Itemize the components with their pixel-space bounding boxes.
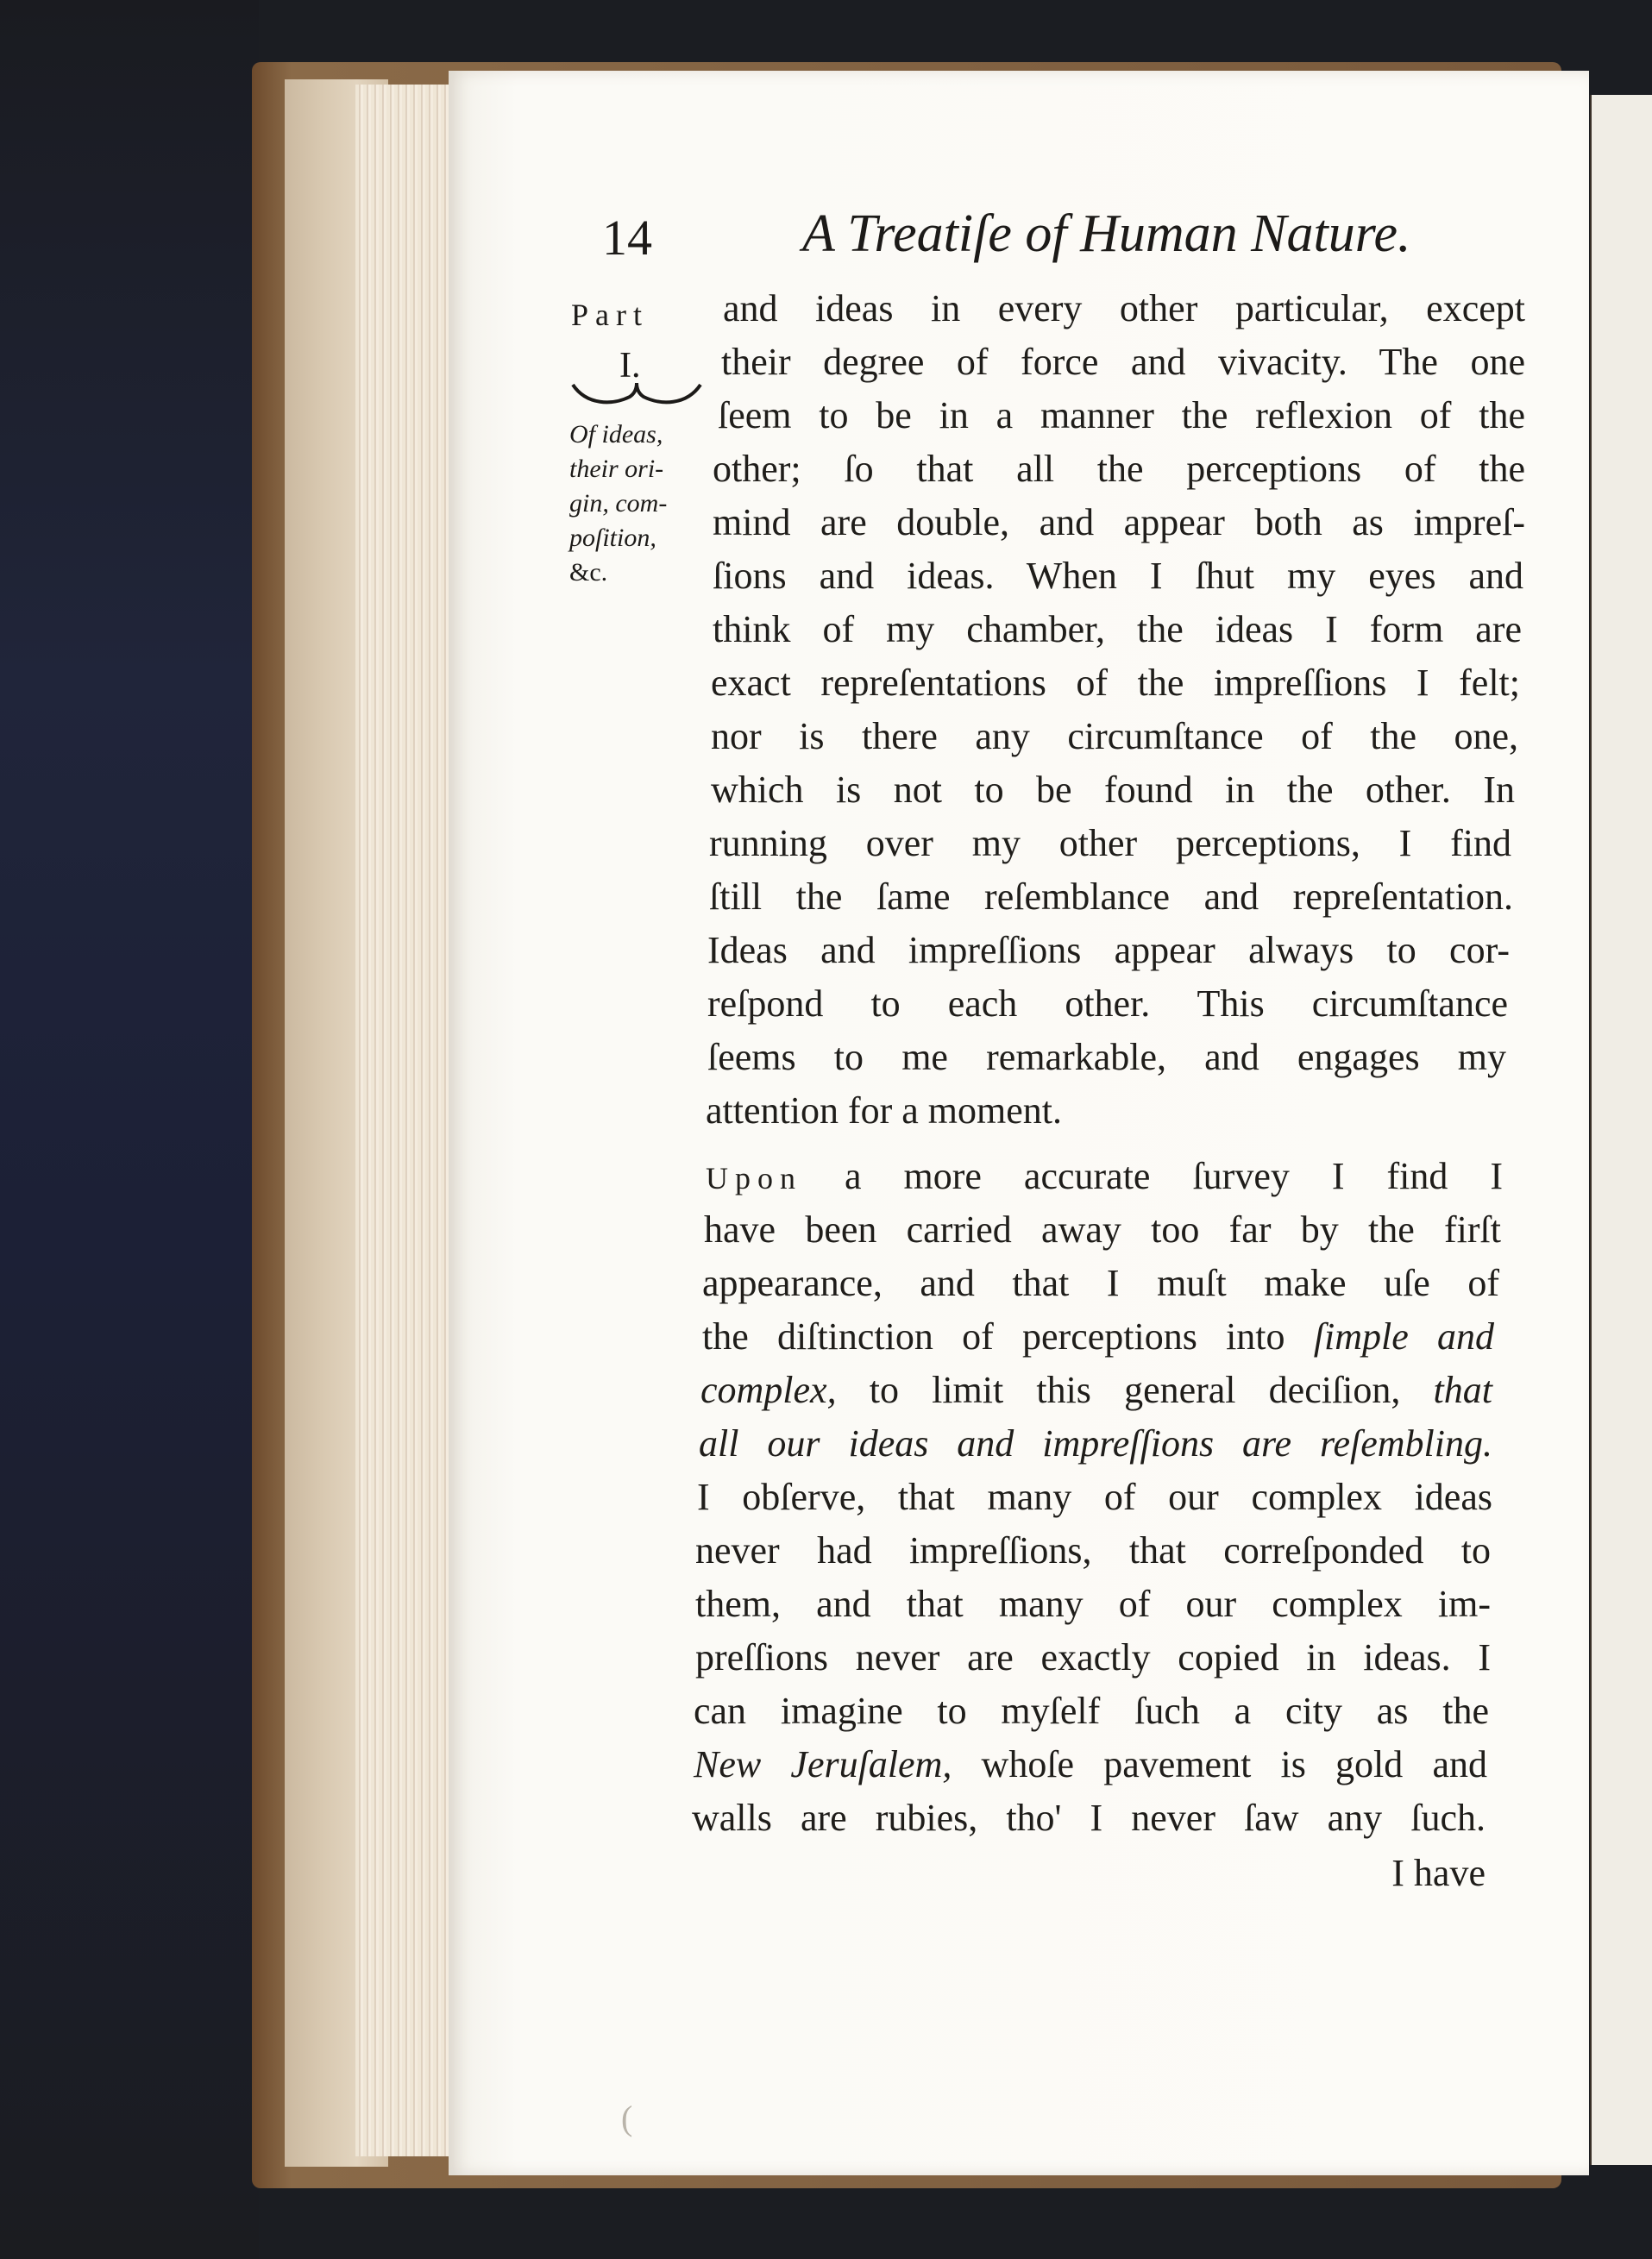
italic-span: complex, <box>700 1369 837 1411</box>
catchword: I have <box>1391 1852 1486 1894</box>
text-line: ſeems to me remarkable, and engages my <box>707 1036 1506 1078</box>
text-line: can imagine to myſelf ſuch a city as the <box>694 1690 1489 1732</box>
text-line <box>702 1315 1494 1359</box>
text-span: whoſe pavement is gold and <box>952 1743 1487 1785</box>
text-line: running over my other perceptions, I find <box>709 822 1511 864</box>
facing-page-edge <box>1590 95 1652 2165</box>
italic-span: ſimple and <box>1313 1315 1495 1358</box>
sidenote-line: Of ideas, <box>569 420 663 449</box>
sidenote-line: &c. <box>569 558 608 587</box>
sidenote-line: gin, com- <box>569 489 668 518</box>
text-line: walls are rubies, tho' I never ſaw any ſuch. <box>692 1797 1486 1839</box>
dark-background <box>0 0 259 2259</box>
sidenote-line: their ori- <box>569 455 664 483</box>
text-line: them, and that many of our complex im- <box>695 1583 1491 1625</box>
page-number: 14 <box>602 210 652 266</box>
text-span: to limit this general deciſion, <box>836 1369 1434 1411</box>
smallcaps-word: Upon <box>706 1161 802 1195</box>
text-line: their degree of force and vivacity. The one <box>721 341 1525 383</box>
text-line <box>706 1154 1503 1198</box>
text-line: never had impreſſions, that correſponded to <box>695 1529 1491 1572</box>
text-line <box>699 1421 1492 1465</box>
text-line: Ideas and impreſſions appear always to cor- <box>707 929 1510 971</box>
text-line: mind are double, and appear both as impreſ- <box>713 501 1525 543</box>
text-line: nor is there any circumſtance of the one, <box>711 715 1518 757</box>
sidenote-line: poſition, <box>569 524 656 552</box>
text-line: which is not to be found in the other. In <box>711 769 1515 811</box>
page-stack <box>355 85 450 2156</box>
text-line: ſeem to be in a manner the reflexion of the <box>718 394 1525 436</box>
body-text <box>449 71 1589 2175</box>
text-span: a more accurate ſurvey I find I <box>845 1155 1504 1197</box>
text-line: reſpond to each other. This circumſtance <box>707 982 1508 1025</box>
text-line: I obſerve, that many of our complex ideas <box>697 1476 1492 1518</box>
book-page <box>449 71 1589 2175</box>
text-line: appearance, and that I muſt make uſe of <box>702 1262 1499 1304</box>
italic-span: New Jeruſalem, <box>694 1743 952 1785</box>
text-line: ſtill the ſame reſemblance and repreſentation. <box>709 875 1513 918</box>
running-title: A Treatiſe of Human Nature. <box>802 204 1411 263</box>
text-line: exact repreſentations of the impreſſions I felt; <box>711 662 1520 704</box>
italic-span: all our ideas and impreſſions are reſembling. <box>699 1422 1492 1465</box>
text-line <box>700 1368 1492 1412</box>
part-number: I. <box>619 346 641 386</box>
text-span: the diſtinction of perceptions into <box>702 1315 1314 1358</box>
text-line: preſſions never are exactly copied in ideas. I <box>695 1636 1491 1679</box>
text-line: attention for a moment. <box>706 1089 1062 1132</box>
text-line: and ideas in every other particular, except <box>723 287 1525 329</box>
text-line: think of my chamber, the ideas I form are <box>713 608 1522 650</box>
text-line <box>694 1742 1487 1786</box>
italic-span: that <box>1433 1369 1492 1411</box>
text-line: ſions and ideas. When I ſhut my eyes and <box>713 555 1523 597</box>
part-label: Part <box>571 298 649 332</box>
paper-mark: ( <box>621 2099 633 2137</box>
text-line: other; ſo that all the perceptions of the <box>713 448 1525 490</box>
text-line: have been carried away too far by the firſt <box>704 1208 1501 1251</box>
